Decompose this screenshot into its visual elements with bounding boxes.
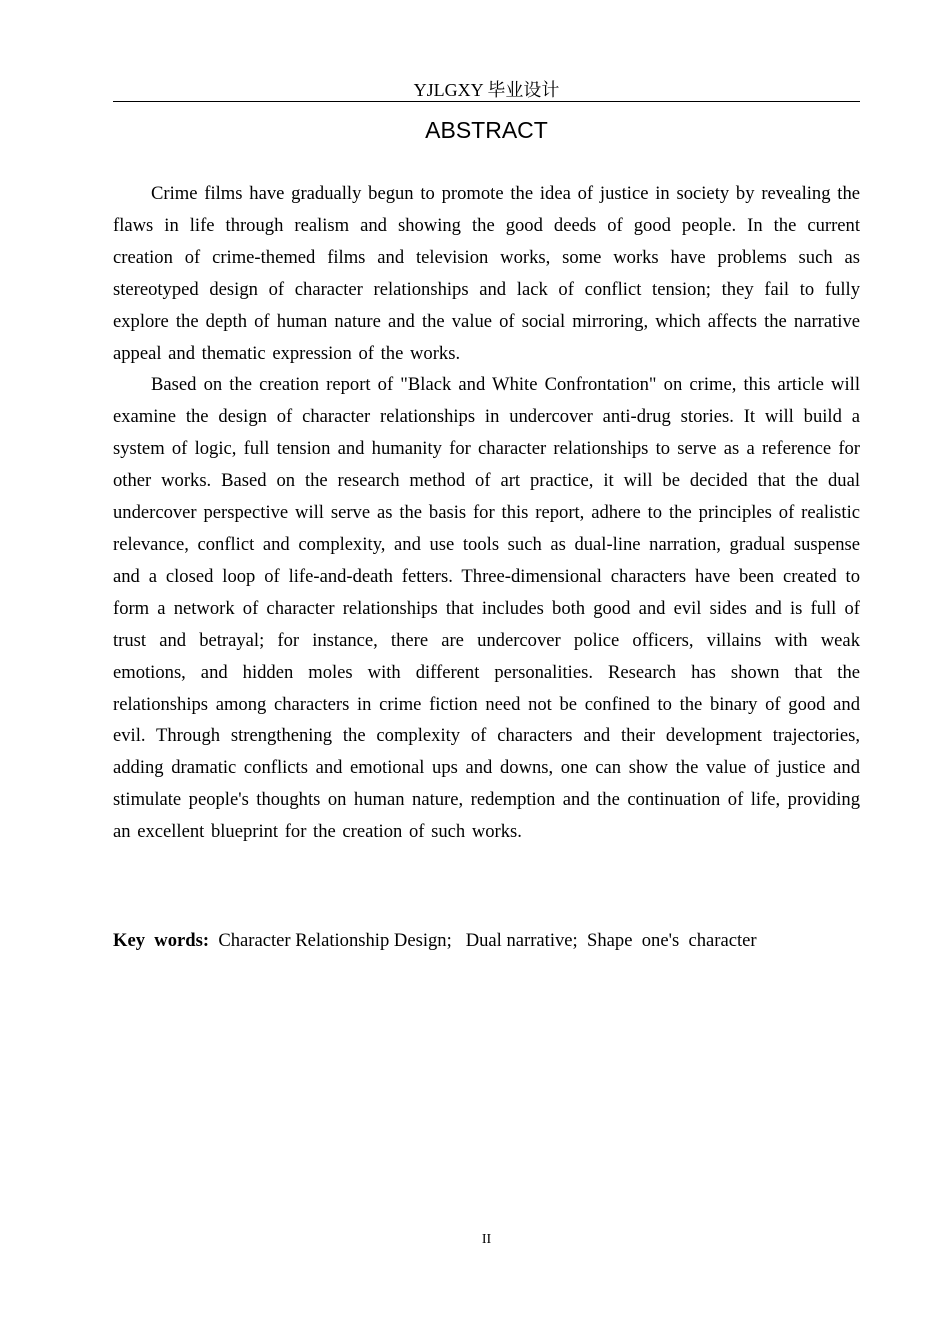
- keywords-value: Character Relationship Design; Dual narrative; Shape one's character: [209, 930, 757, 951]
- abstract-paragraph-1: Crime films have gradually begun to promote the idea of justice in society by revealing the flaws in life through realism and showing the good deeds of good people. In the current creation of crime-themed films and television works, some works have problems such as stereotyped design of character relationships and lack of conflict tension; they fail to fully explore the depth of human nature and the value of social mirroring, which affects the narrative appeal and thematic expression of the works.: [113, 183, 860, 364]
- abstract-paragraph-2: Based on the creation report of "Black and White Confrontation" on crime, this article will examine the design of character relationships in undercover anti-drug stories. It will build a system of logic, full tension and humanity for character relationships to serve as a reference for other works. Based on the research method of art practice, it will be decided that the dual undercover perspective will serve as the basis for this report, adhere to the principles of realistic relevance, conflict and complexity, and use tools such as dual-line narration, gradual suspense and a closed loop of life-and-death fetters. Three-dimensional characters have been created to form a network of character relationships that includes both good and evil sides and is full of trust and betrayal; for instance, there are undercover police officers, villains with weak emotions, and hidden moles with different personalities. Research has shown that the relationships among characters in crime fiction need not be confined to the binary of good and evil. Through strengthening the complexity of characters and their development trajectories, adding dramatic conflicts and emotional ups and downs, one can show the value of justice and stimulate people's thoughts on human nature, redemption and the continuation of life, providing an excellent blueprint for the creation of such works.: [113, 374, 860, 843]
- header-divider: [113, 101, 860, 102]
- keywords-line: [113, 926, 860, 956]
- page-number: II: [481, 1232, 492, 1247]
- keywords-label: Key words:: [113, 930, 210, 951]
- abstract-body: [113, 178, 860, 848]
- running-header: YJLGXY 毕业设计: [413, 80, 560, 100]
- abstract-title: ABSTRACT: [425, 117, 548, 143]
